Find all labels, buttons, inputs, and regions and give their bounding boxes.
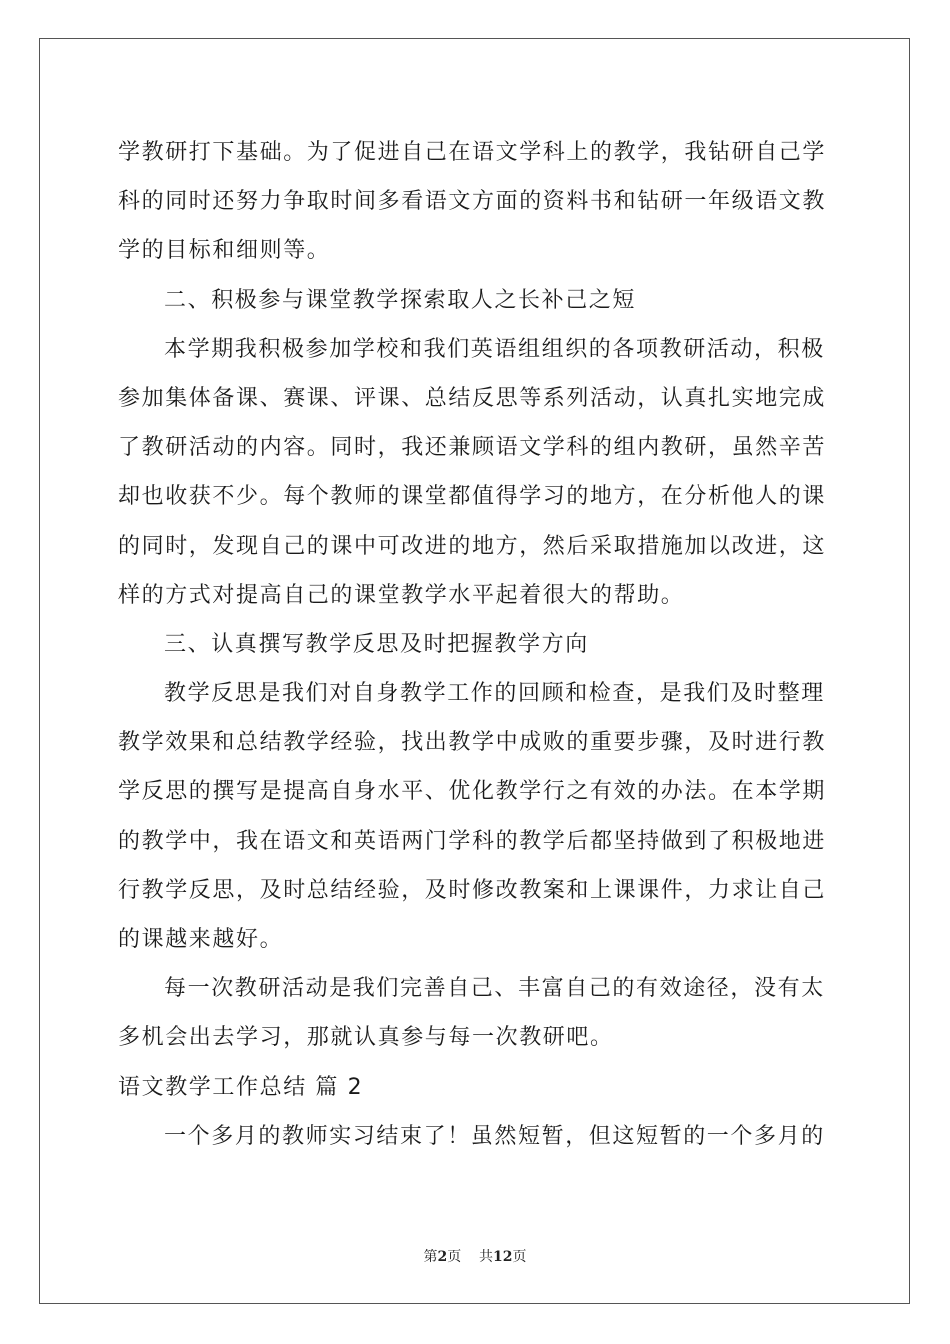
- text-line: 的课越来越好。: [118, 927, 284, 952]
- section-heading: 三、认真撰写教学反思及时把握教学方向: [164, 631, 589, 657]
- document-body: [118, 128, 836, 1161]
- total-suffix: 页: [512, 1249, 527, 1265]
- text-line: 参加集体备课、赛课、评课、总结反思等系列活动，认真扎实地完成: [118, 385, 827, 411]
- text-line: 学教研打下基础。为了促进自己在语文学科上的教学，我钻研自己学: [118, 140, 827, 165]
- section-heading: 二、积极参与课堂教学探索取人之长补己之短: [164, 287, 637, 313]
- text-line: 学反思的撰写是提高自身水平、优化教学行之有效的办法。在本学期: [118, 779, 827, 805]
- text-line: 本学期我积极参加学校和我们英语组组织的各项教研活动，积极: [164, 336, 825, 362]
- page-suffix: 页: [447, 1249, 462, 1265]
- text-line: 却也收获不少。每个教师的课堂都值得学习的地方，在分析他人的课: [118, 484, 827, 510]
- text-line: 一个多月的教师实习结束了！虽然短暂，但这短暂的一个多月的: [164, 1123, 825, 1149]
- text-line: 每一次教研活动是我们完善自己、丰富自己的有效途径，没有太: [164, 976, 825, 1002]
- text-line: 学的目标和细则等。: [118, 238, 331, 264]
- text-line: 教学效果和总结教学经验，找出教学中成败的重要步骤，及时进行教: [118, 730, 827, 756]
- page-prefix: 第: [423, 1249, 438, 1265]
- text-line: 样的方式对提高自己的课堂教学水平起着很大的帮助。: [118, 582, 685, 608]
- text-line: 行教学反思，及时总结经验，及时修改教案和上课课件，力求让自己: [118, 877, 827, 903]
- text-line: 教学反思是我们对自身教学工作的回顾和检查，是我们及时整理: [164, 681, 825, 707]
- page-number: 2: [437, 1249, 448, 1265]
- total-pages: 12: [493, 1249, 513, 1265]
- article-title: 语文教学工作总结 篇 2: [118, 1074, 364, 1100]
- page-footer: [0, 1246, 950, 1266]
- text-line: 了教研活动的内容。同时，我还兼顾语文学科的组内教研，虽然辛苦: [118, 435, 827, 461]
- text-line: 的同时，发现自己的课中可改进的地方，然后采取措施加以改进，这: [118, 533, 827, 559]
- text-line: 的教学中，我在语文和英语两门学科的教学后都坚持做到了积极地进: [118, 828, 827, 854]
- text-line: 科的同时还努力争取时间多看语文方面的资料书和钻研一年级语文教: [118, 189, 827, 215]
- text-line: 多机会出去学习，那就认真参与每一次教研吧。: [118, 1025, 614, 1051]
- total-prefix: 共: [479, 1249, 494, 1265]
